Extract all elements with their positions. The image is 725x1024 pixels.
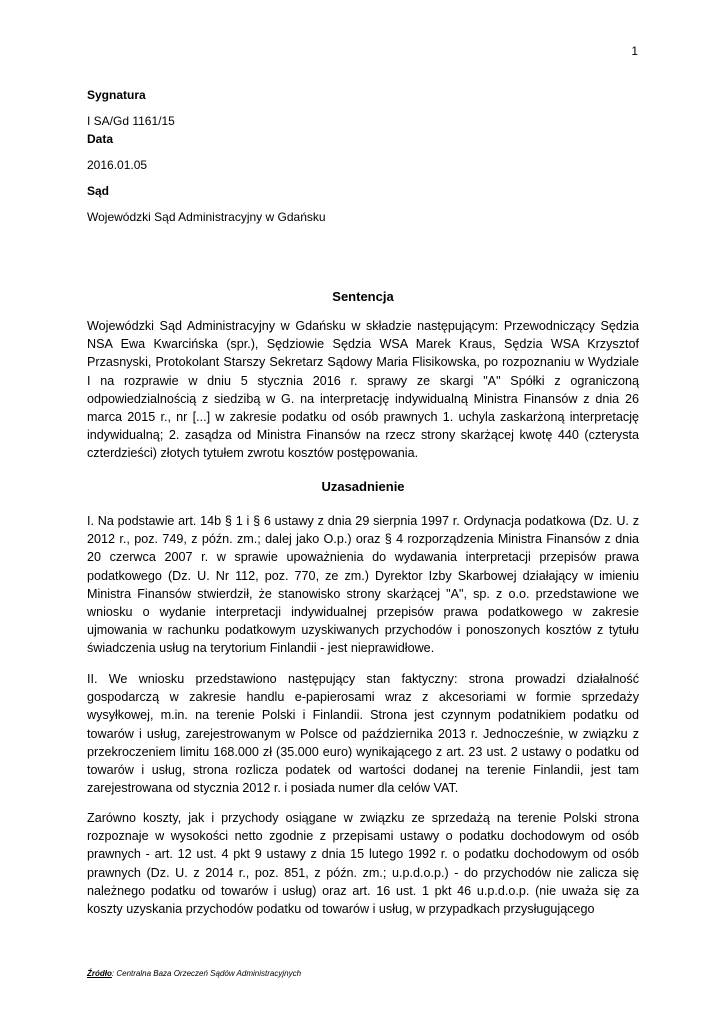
data-label: Data — [87, 132, 114, 146]
footer-source-text: : Centralna Baza Orzeczeń Sądów Administracyjnych — [111, 969, 302, 978]
uzasadnienie-heading: Uzasadnienie — [321, 479, 405, 494]
sentencja-text: Wojewódzki Sąd Administracyjny w Gdańsku w składzie następującym: Przewodniczący Sędzia NSA Ewa Kwarcińska (spr.), Sędziowie Sędzia WSA Marek Kraus, Sędzia WSA Krzysztof Przasnyski, Protokolant Starszy Sekretarz Sądowy Maria Flisikowska, po rozpoznaniu w Wydziale I na rozprawie w dniu 5 stycznia 2016 r. sprawy ze skargi "A" Spółki z ograniczoną odpowiedzialnością z siedzibą w G. na interpretację indywidualną Ministra Finansów z dnia 26 marca 2015 r., nr [...] w zakresie podatku od osób prawnych 1. uchyla zaskarżoną interpretację indywidualną; 2. zasądza od Ministra Finansów na rzecz strony skarżącej kwotę 440 (czterysta czterdzieści) złotych tytułem zwrotu kosztów postępowania. — [87, 319, 639, 461]
sentencja-heading: Sentencja — [332, 289, 394, 304]
sad-value: Wojewódzki Sąd Administracyjny w Gdańsku — [87, 210, 326, 224]
sygnatura-label: Sygnatura — [87, 88, 146, 102]
uzasadnienie-paragraph-2: II. We wniosku przedstawiono następujący stan faktyczny: strona prowadzi działalność gospodarczą w zakresie handlu e-papierosami wraz z akcesoriami w formie sprzedaży wysyłkowej, m.in. na terenie Polski i Finlandii. Strona jest czynnym podatnikiem podatku od towarów i usług, zarejestrowanym w Polsce od października 2013 r. Jednocześnie, w związku z przekroczeniem limitu 168.000 zł (35.000 euro) wynikającego z art. 23 ust. 2 ustawy o podatku od towarów i usług, strona rozlicza podatek od wartości dodanej na terenie Finlandii, jest tam zarejestrowana od stycznia 2012 r. i posiada numer dla celów VAT. — [87, 672, 639, 796]
footer-source-label: Źródło — [87, 969, 112, 978]
data-value: 2016.01.05 — [87, 158, 148, 172]
uzasadnienie-paragraph-3: Zarówno koszty, jak i przychody osiągane w związku ze sprzedażą na terenie Polski strona rozpoznaje w wysokości netto zgodnie z przepisami ustawy o podatku dochodowym od osób prawnych - art. 12 ust. 4 pkt 9 ustawy z dnia 15 lutego 1992 r. o podatku dochodowym od osób prawnych (Dz. U. z 2014 r., poz. 851, z późn. zm.; u.p.d.o.p.) - do przychodów nie zalicza się należnego podatku od towarów i usług) oraz art. 16 ust. 1 pkt 46 u.p.d.o.p. (nie uważa się za koszty uzyskania przychodów podatku od towarów i usług, w przypadkach przysługującego — [87, 811, 639, 917]
sad-label: Sąd — [87, 184, 110, 198]
source-footer — [87, 969, 301, 978]
page-number: 1 — [631, 44, 638, 58]
sygnatura-value: I SA/Gd 1161/15 — [87, 114, 175, 128]
uzasadnienie-paragraph-1: I. Na podstawie art. 14b § 1 i § 6 ustawy z dnia 29 sierpnia 1997 r. Ordynacja podatkowa (Dz. U. z 2012 r., poz. 749, z późn. zm.; dalej jako O.p.) oraz § 4 rozporządzenia Ministra Finansów z dnia 20 czerwca 2007 r. w sprawie upoważnienia do wydawania interpretacji przepisów prawa podatkowego (Dz. U. Nr 112, poz. 770, ze zm.) Dyrektor Izby Skarbowej działający w imieniu Ministra Finansów stwierdził, że stanowisko strony skarżącej "A", sp. z o.o. przedstawione we wniosku o wydanie interpretacji indywidualnej przepisów prawa podatkowego w zakresie ujmowania w rachunku podatkowym uzyskiwanych przychodów i ponoszonych kosztów z tytułu świadczenia usług na terytorium Finlandii - jest nieprawidłowe. — [87, 514, 639, 656]
